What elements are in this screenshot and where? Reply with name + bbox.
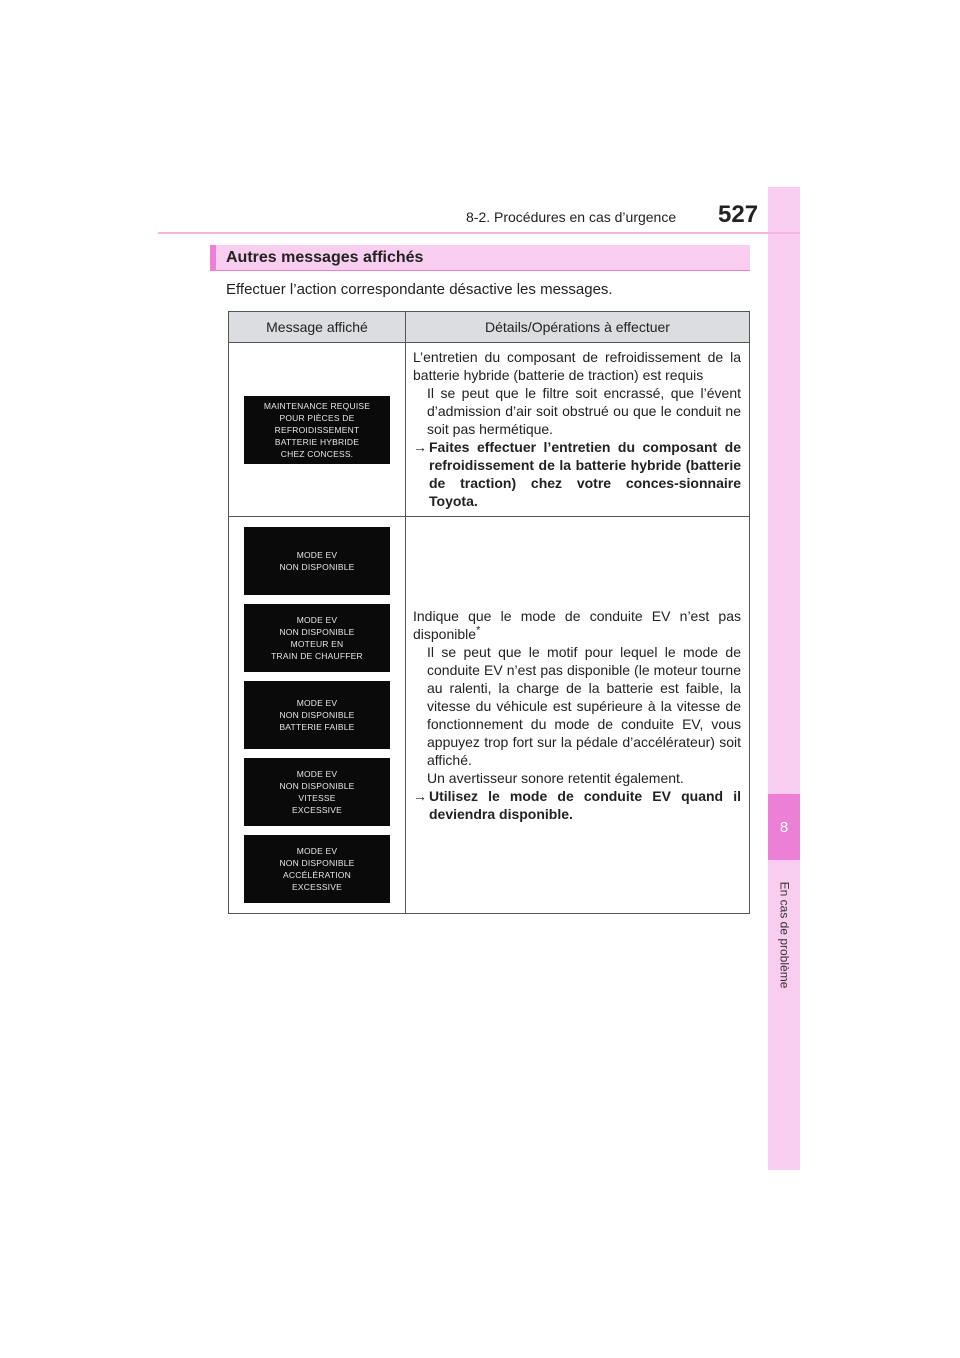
section-title: 8-2. Procédures en cas d’urgence <box>466 209 677 225</box>
message-images-cell <box>229 343 406 517</box>
display-screen <box>244 758 390 826</box>
screen-line: BATTERIE FAIBLE <box>279 722 355 732</box>
chapter-label-tab <box>768 870 800 1000</box>
arrow-icon: → <box>413 439 427 455</box>
display-screen <box>244 527 390 595</box>
table-row <box>229 343 750 517</box>
messages-table <box>228 311 750 914</box>
chapter-label: En cas de problème <box>777 881 792 989</box>
footnote-mark: * <box>476 623 481 636</box>
screen-line: ACCÉLÉRATION <box>283 870 351 880</box>
screen-line: MAINTENANCE REQUISE <box>263 400 371 411</box>
details-intro-text: Indique que le mode de conduite EV n’est pas disponible <box>413 607 741 642</box>
section-heading <box>210 245 750 271</box>
column-header-details: Détails/Opérations à effectuer <box>406 312 750 343</box>
screen-line: NON DISPONIBLE <box>279 710 355 720</box>
details-indent: Il se peut que le filtre soit encrassé, que l’évent d’admission d’air soit obstrué ou que le conduit ne soit pas hermétique. <box>427 385 741 437</box>
page-number: 527 <box>718 201 759 228</box>
header-divider <box>158 232 800 234</box>
display-screen <box>244 396 390 464</box>
screen-line: MOTEUR EN <box>290 639 344 649</box>
action-text: Utilisez le mode de conduite EV quand il deviendra disponible. <box>429 787 741 822</box>
action-line <box>413 438 741 510</box>
table-row <box>229 517 750 914</box>
screen-line: EXCESSIVE <box>292 882 342 892</box>
chapter-number: 8 <box>779 818 789 836</box>
details-intro <box>413 607 741 643</box>
action-line <box>413 787 741 823</box>
details-cell <box>406 517 750 914</box>
screen-line: NON DISPONIBLE <box>279 781 355 791</box>
display-screen <box>244 681 390 749</box>
display-screen <box>244 835 390 903</box>
screen-line: TRAIN DE CHAUFFER <box>271 651 363 661</box>
screen-line: MODE EV <box>296 615 338 625</box>
screen-line: VITESSE <box>298 793 336 803</box>
chapter-side-tab <box>768 187 800 1170</box>
screen-line: NON DISPONIBLE <box>279 627 355 637</box>
details-indent: Un avertisseur sonore retentit également. <box>427 769 684 786</box>
column-header-message: Message affiché <box>229 312 406 343</box>
details-intro: L’entretien du composant de refroidissement de la batterie hybride (batterie de traction) est requis <box>413 349 741 383</box>
screen-line: MODE EV <box>296 846 338 856</box>
screen-line: EXCESSIVE <box>292 805 342 815</box>
display-screen <box>244 604 390 672</box>
message-images-cell <box>229 517 406 914</box>
screen-line: NON DISPONIBLE <box>279 858 355 868</box>
details-indent: Il se peut que le motif pour lequel le mode de conduite EV n’est pas disponible (le moteur tourne au ralenti, la charge de la batterie est faible, la vitesse du véhicule est supérieure à la vitesse de fonctionnement du mode de conduite EV, vous appuyez trop fort sur la pédale d’accélérateur) soit affiché. <box>427 643 741 768</box>
intro-text: Effectuer l’action correspondante désactive les messages. <box>226 281 613 298</box>
screen-line: CHEZ CONCESS. <box>280 448 354 459</box>
screen-line: POUR PIÈCES DE <box>279 412 355 423</box>
screen-line: NON DISPONIBLE <box>279 562 355 572</box>
screen-line: REFROIDISSEMENT <box>274 424 360 435</box>
table-header-row <box>229 312 750 343</box>
arrow-icon: → <box>413 787 427 804</box>
action-text: Faites effectuer l’entretien du composant de refroidissement de la batterie hybride (batterie de traction) chez votre conces-sionnaire Toyota. <box>429 439 741 509</box>
details-cell <box>406 343 750 517</box>
screen-line: BATTERIE HYBRIDE <box>274 436 360 447</box>
chapter-number-tab[interactable] <box>768 794 800 860</box>
screen-line: MODE EV <box>296 769 338 779</box>
section-heading-text: Autres messages affichés <box>226 248 424 266</box>
screen-line: MODE EV <box>296 550 338 560</box>
screen-line: MODE EV <box>296 698 338 708</box>
